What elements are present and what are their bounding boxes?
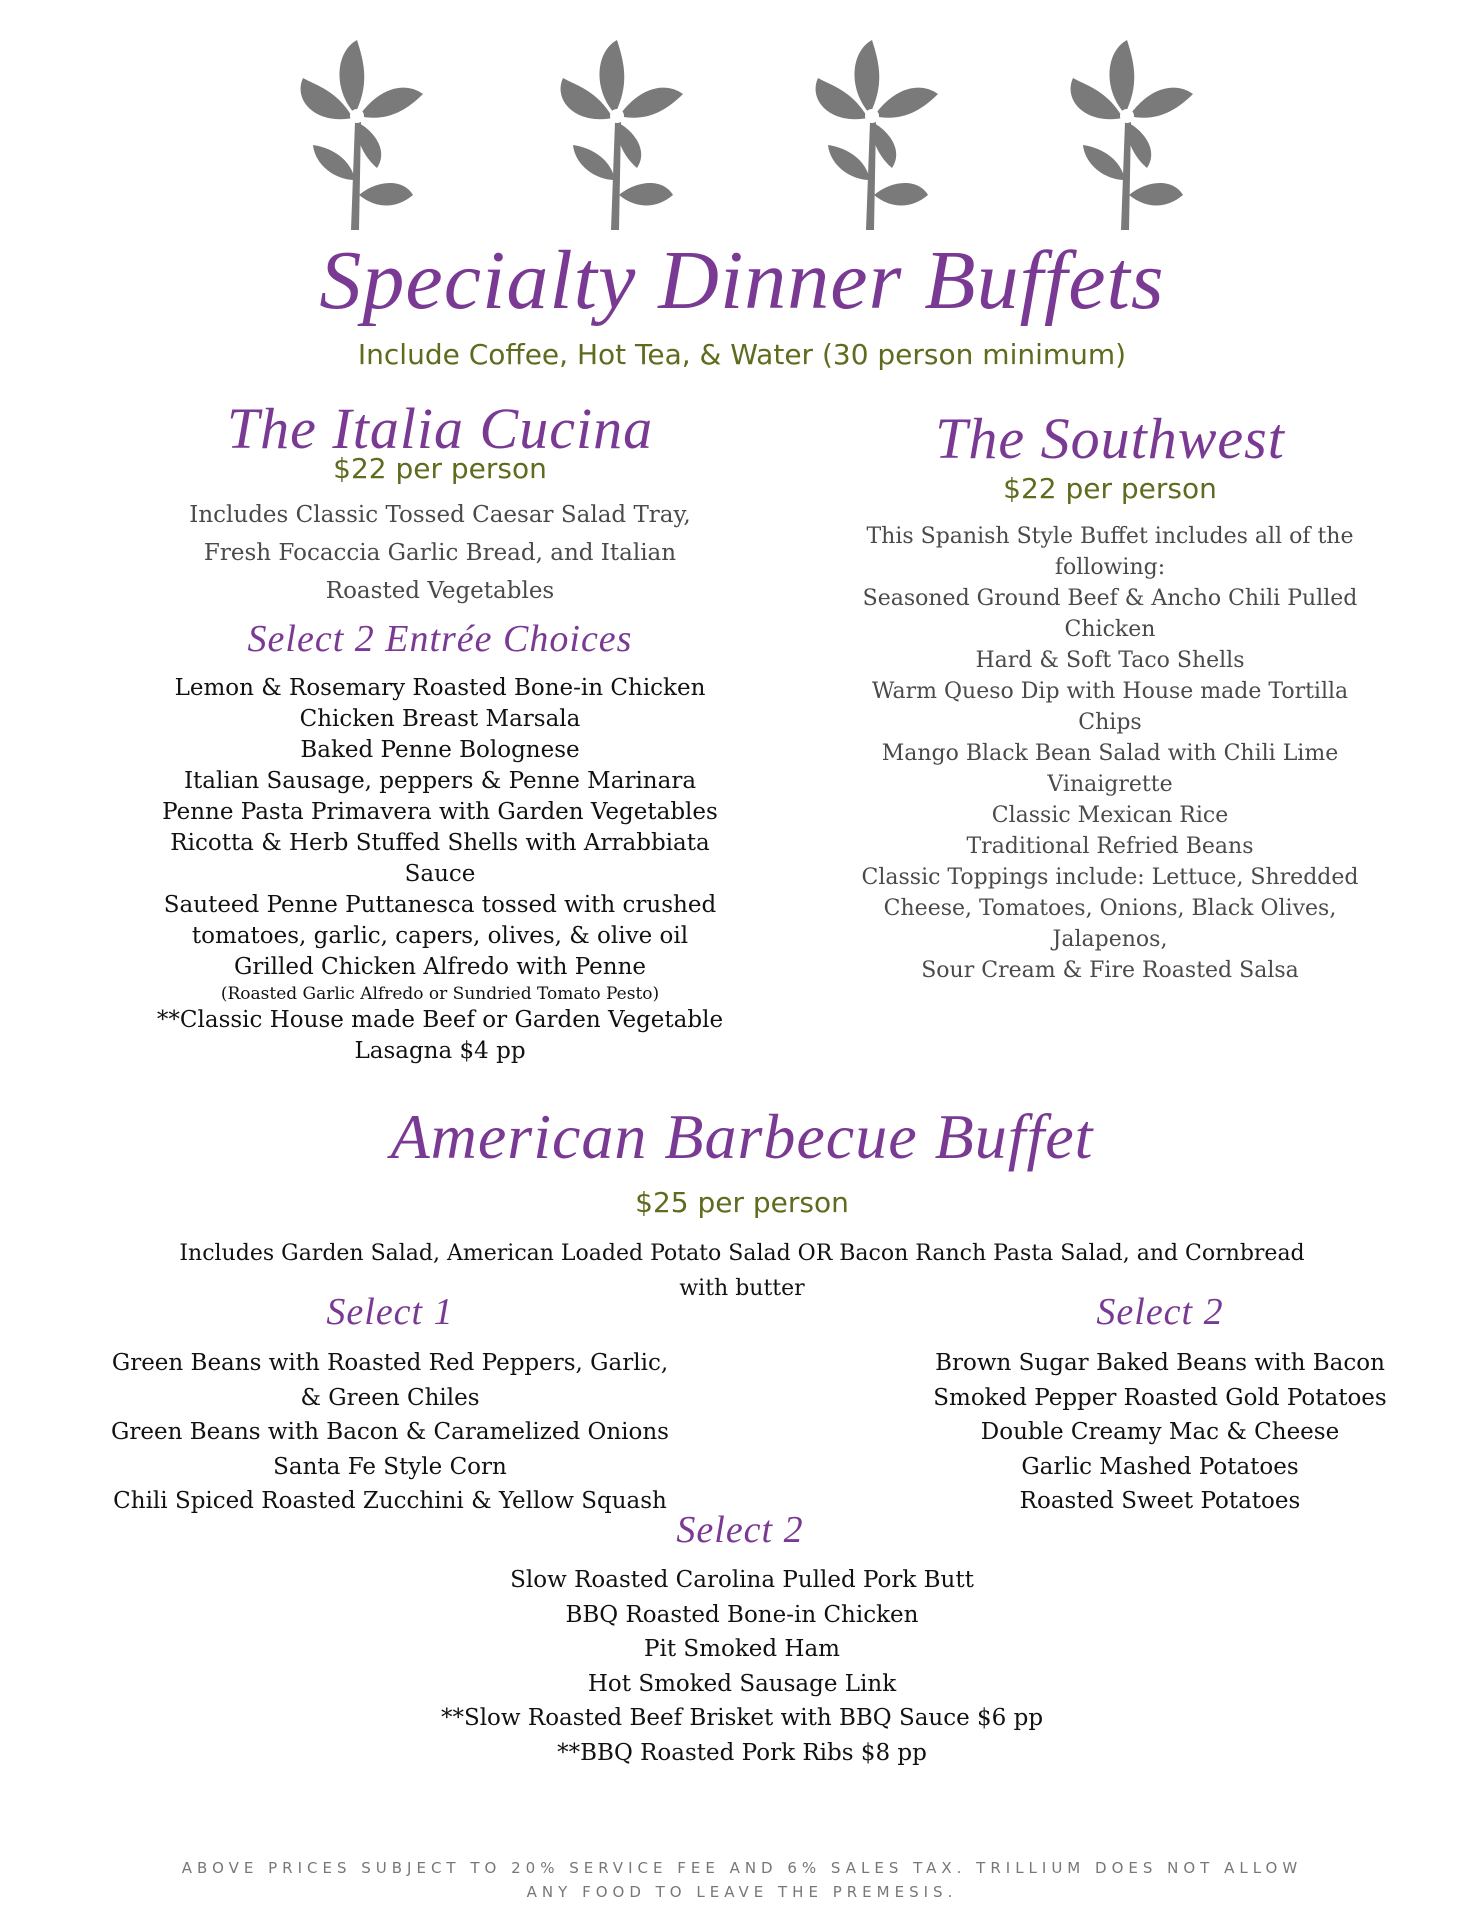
footer-notice: ABOVE PRICES SUBJECT TO 20% SERVICE FEE AND 6% SALES TAX. TRILLIUM DOES NOT ALLOW ANY FOOD TO LEAVE THE PREMESIS. — [181, 1859, 1303, 1901]
list-item: Lemon & Rosemary Roasted Bone-in Chicken — [174, 675, 706, 701]
bbq-select1-heading: Select 1 — [326, 1291, 454, 1333]
violet-flower-icon — [545, 30, 695, 230]
premium-item: **Classic House made Beef or Garden Vegetable Lasagna $4 pp — [156, 1007, 724, 1064]
bbq-price: $25 per person — [635, 1186, 849, 1219]
italia-entree-list — [150, 673, 730, 1067]
list-item: This Spanish Style Buffet includes all of the following: — [866, 524, 1354, 580]
italia-select-heading: Select 2 Entrée Choices — [247, 618, 633, 660]
southwest-title: The Southwest — [935, 406, 1285, 471]
list-item: Ricotta & Herb Stuffed Shells with Arrabbiata Sauce — [170, 830, 710, 887]
list-item: Chicken Breast Marsala — [299, 706, 581, 732]
list-item: **Slow Roasted Beef Brisket with BBQ Sauce $6 pp — [440, 1705, 1044, 1731]
flower-decoration-row — [0, 30, 1484, 240]
list-item: Seasoned Ground Beef & Ancho Chili Pulled Chicken — [862, 586, 1358, 642]
list-item: Slow Roasted Carolina Pulled Pork Butt — [510, 1567, 974, 1593]
italia-description: Includes Classic Tossed Caesar Salad Tray, Fresh Focaccia Garlic Bread, and Italian Roasted Vegetables — [189, 502, 691, 604]
list-item: Grilled Chicken Alfredo with Penne — [233, 954, 647, 980]
list-item: Traditional Refried Beans — [966, 834, 1254, 859]
list-item: Penne Pasta Primavera with Garden Vegetables — [162, 799, 718, 825]
page-subtitle: Include Coffee, Hot Tea, & Water (30 person minimum) — [357, 338, 1127, 371]
italia-price: $22 per person — [333, 452, 547, 485]
list-item: Green Beans with Roasted Red Peppers, Garlic, & Green Chiles — [111, 1350, 669, 1411]
list-item: Italian Sausage, peppers & Penne Marinara — [183, 768, 697, 794]
list-item: Green Beans with Bacon & Caramelized Onions — [111, 1419, 669, 1445]
page-title: Specialty Dinner Buffets — [319, 234, 1165, 327]
list-item: Chili Spiced Roasted Zucchini & Yellow Squash — [113, 1488, 667, 1514]
violet-flower-icon — [1055, 30, 1205, 230]
list-item: Hard & Soft Taco Shells — [975, 648, 1245, 673]
bbq-select1-list — [100, 1346, 680, 1519]
list-item: Sauteed Penne Puttanesca tossed with crushed tomatoes, garlic, capers, olives, & olive oil — [163, 892, 717, 949]
list-item: Sour Cream & Fire Roasted Salsa — [921, 958, 1299, 983]
list-item: **BBQ Roasted Pork Ribs $8 pp — [557, 1739, 927, 1766]
bbq-title: American Barbecue Buffet — [390, 1101, 1094, 1172]
violet-flower-icon — [285, 30, 435, 230]
list-item: Hot Smoked Sausage Link — [587, 1670, 897, 1697]
bbq-description: Includes Garden Salad, American Loaded Potato Salad OR Bacon Ranch Pasta Salad, and Cornbread with butter — [179, 1241, 1305, 1301]
list-item: Roasted Sweet Potatoes — [1019, 1488, 1301, 1514]
bbq-select2-mains-heading: Select 2 — [676, 1509, 804, 1551]
list-item: Warm Queso Dip with House made Tortilla Chips — [871, 679, 1349, 735]
bbq-select2-sides-list — [900, 1346, 1420, 1519]
southwest-price: $22 per person — [1003, 472, 1217, 505]
list-item: Smoked Pepper Roasted Gold Potatoes — [933, 1384, 1387, 1411]
list-item: Double Creamy Mac & Cheese — [980, 1419, 1340, 1445]
list-item: Santa Fe Style Corn — [273, 1453, 507, 1480]
list-item: BBQ Roasted Bone-in Chicken — [565, 1601, 919, 1628]
list-item: Pit Smoked Ham — [644, 1636, 840, 1662]
italia-title: The Italia Cucina — [226, 396, 654, 461]
list-item: Classic Toppings include: Lettuce, Shredded Cheese, Tomatoes, Onions, Black Olives, Jalapenos, — [861, 865, 1359, 952]
bbq-select2-mains-list — [370, 1563, 1114, 1770]
alfredo-note: (Roasted Garlic Alfredo or Sundried Tomato Pesto) — [220, 984, 660, 1004]
list-item: Baked Penne Bolognese — [300, 737, 580, 763]
list-item: Garlic Mashed Potatoes — [1021, 1453, 1299, 1480]
violet-flower-icon — [800, 30, 950, 230]
bbq-select2-sides-heading: Select 2 — [1096, 1291, 1224, 1333]
list-item: Mango Black Bean Salad with Chili Lime Vinaigrette — [881, 741, 1339, 797]
list-item: Classic Mexican Rice — [991, 803, 1229, 828]
southwest-item-list — [850, 521, 1370, 986]
list-item: Brown Sugar Baked Beans with Bacon — [935, 1350, 1385, 1376]
